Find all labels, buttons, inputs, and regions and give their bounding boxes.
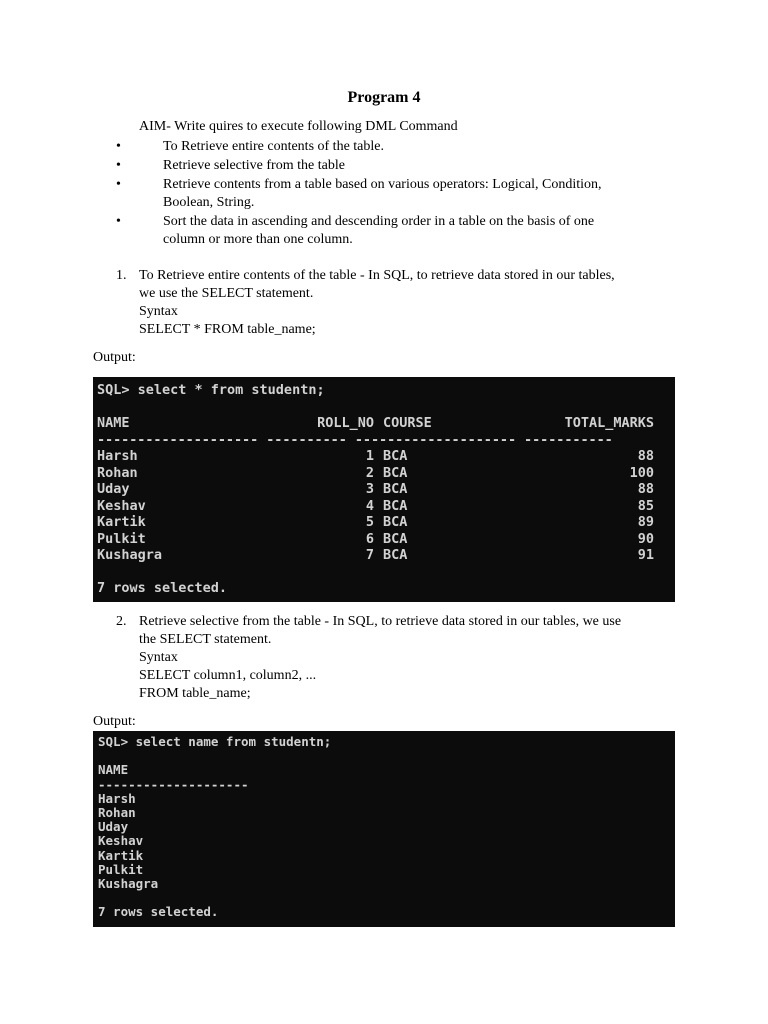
cell-total-marks: 100 bbox=[629, 464, 654, 481]
table-row bbox=[97, 481, 675, 498]
aim-text: AIM- Write quires to execute following DML Command bbox=[139, 119, 458, 134]
table-row bbox=[97, 531, 675, 548]
cell-course: BCA bbox=[383, 547, 408, 563]
item-line: Retrieve selective from the table - In SQL, to retrieve data stored in our tables, we use bbox=[139, 614, 622, 629]
cell-total-marks: 85 bbox=[637, 497, 654, 514]
rows-selected-footer: 7 rows selected. bbox=[97, 580, 228, 596]
cell-total-marks: 90 bbox=[637, 530, 654, 547]
cell-total-marks: 88 bbox=[637, 448, 654, 464]
table-row: Kushagra bbox=[98, 876, 159, 891]
cell-course: BCA bbox=[383, 464, 408, 481]
sql-command: SQL> select name from studentn; bbox=[98, 735, 332, 749]
table-separator: -------------------- ---------- -------------------- ----------- bbox=[97, 431, 613, 448]
item-line: we use the SELECT statement. bbox=[139, 286, 314, 301]
cell-roll-no: 5 bbox=[365, 514, 374, 530]
cell-roll-no: 2 bbox=[365, 464, 374, 481]
cell-total-marks: 91 bbox=[637, 547, 654, 563]
table-header-row bbox=[97, 415, 675, 432]
header-total-marks: TOTAL_MARKS bbox=[564, 415, 654, 431]
rows-selected-footer: 7 rows selected. bbox=[98, 905, 219, 920]
header-name: NAME bbox=[97, 415, 130, 431]
item-number: 1. bbox=[116, 268, 127, 283]
table-row: Kartik bbox=[98, 848, 144, 863]
output-label: Output: bbox=[93, 714, 136, 729]
bullet-dot: • bbox=[116, 177, 121, 192]
item-line: Syntax bbox=[139, 650, 178, 665]
cell-name: Kushagra bbox=[97, 547, 163, 563]
table-header-row: NAME bbox=[98, 763, 129, 778]
item-line: Syntax bbox=[139, 304, 178, 319]
cell-course: BCA bbox=[383, 530, 408, 547]
table-row bbox=[97, 498, 675, 515]
cell-course: BCA bbox=[383, 514, 408, 530]
item-line: To Retrieve entire contents of the table - In SQL, to retrieve data stored in our tables, bbox=[139, 268, 615, 283]
blank-line bbox=[97, 564, 675, 581]
table-separator: -------------------- bbox=[98, 777, 249, 792]
table-row: Keshav bbox=[98, 834, 144, 849]
cell-course: BCA bbox=[383, 481, 408, 497]
page-title: Program 4 bbox=[347, 89, 421, 106]
cell-course: BCA bbox=[383, 448, 408, 464]
item-line: the SELECT statement. bbox=[139, 632, 272, 647]
cell-total-marks: 88 bbox=[637, 481, 654, 497]
cell-name: Kartik bbox=[97, 514, 146, 530]
sql-command: SQL> select * from studentn; bbox=[97, 382, 325, 398]
cell-roll-no: 1 bbox=[365, 448, 374, 464]
cell-total-marks: 89 bbox=[637, 514, 654, 530]
table-row bbox=[97, 547, 675, 564]
table-row bbox=[97, 448, 675, 465]
item-line: SELECT * FROM table_name; bbox=[139, 322, 316, 337]
cell-name: Keshav bbox=[97, 497, 146, 514]
output-label: Output: bbox=[93, 350, 136, 365]
header-course: COURSE bbox=[383, 415, 432, 431]
bullet-item-continued: Boolean, String. bbox=[163, 195, 255, 210]
cell-roll-no: 7 bbox=[365, 547, 374, 563]
blank-line bbox=[97, 399, 675, 416]
cell-roll-no: 4 bbox=[365, 497, 374, 514]
bullet-item: Retrieve contents from a table based on various operators: Logical, Condition, bbox=[163, 177, 602, 192]
cell-roll-no: 3 bbox=[365, 481, 374, 497]
cell-roll-no: 6 bbox=[365, 530, 374, 547]
table-row: Harsh bbox=[98, 791, 136, 806]
item-number: 2. bbox=[116, 614, 127, 629]
table-row bbox=[97, 514, 675, 531]
table-row bbox=[97, 465, 675, 482]
blank-line bbox=[98, 749, 675, 763]
bullet-item: To Retrieve entire contents of the table. bbox=[163, 139, 384, 154]
cell-name: Harsh bbox=[97, 448, 138, 464]
cell-name: Rohan bbox=[97, 464, 138, 481]
cell-name: Pulkit bbox=[97, 530, 146, 547]
bullet-dot: • bbox=[116, 158, 121, 173]
blank-line bbox=[98, 891, 675, 905]
item-line: SELECT column1, column2, ... bbox=[139, 668, 317, 683]
terminal-output-1 bbox=[93, 377, 675, 602]
bullet-item-continued: column or more than one column. bbox=[163, 232, 353, 247]
bullet-dot: • bbox=[116, 139, 121, 154]
table-row: Uday bbox=[98, 820, 129, 835]
bullet-item: Sort the data in ascending and descending order in a table on the basis of one bbox=[163, 214, 595, 229]
cell-name: Uday bbox=[97, 481, 130, 497]
terminal-output-2 bbox=[93, 731, 675, 927]
item-line: FROM table_name; bbox=[139, 686, 251, 701]
table-row: Pulkit bbox=[98, 862, 144, 877]
table-row: Rohan bbox=[98, 805, 136, 820]
bullet-item: Retrieve selective from the table bbox=[163, 158, 345, 173]
cell-course: BCA bbox=[383, 497, 408, 514]
bullet-dot: • bbox=[116, 214, 121, 229]
header-roll-no: ROLL_NO bbox=[317, 415, 374, 431]
